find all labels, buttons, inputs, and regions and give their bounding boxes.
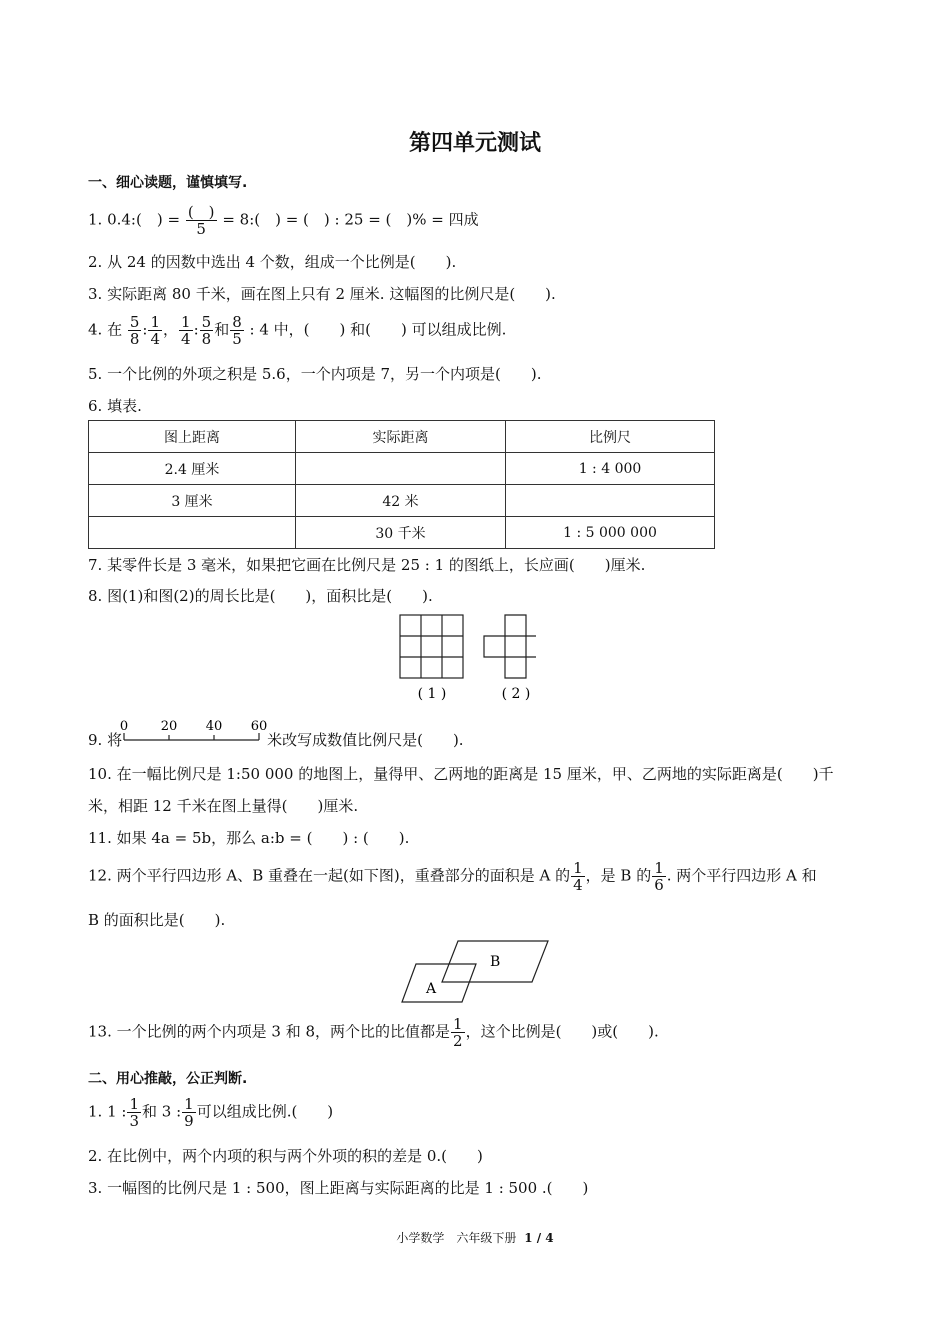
table-cell: 30 千米 [296, 517, 506, 549]
figure-2-label: ( 2 ) [501, 686, 531, 702]
question-7: 7. 某零件长是 3 毫米，如果把它画在比例尺是 25 : 1 的图纸上，长应画( )厘米. [88, 556, 646, 574]
scale-tick-label: 60 [250, 719, 268, 734]
figure-1-grid [400, 615, 463, 678]
scale-tick-label: 0 [119, 719, 129, 734]
scale-tick-label: 40 [205, 719, 223, 734]
table-cell [89, 517, 296, 549]
table-cell: 1 : 4 000 [506, 453, 715, 485]
judge-2: 2. 在比例中，两个内项的积与两个外项的积的差是 0.( ) [88, 1147, 483, 1165]
footer-subject: 小学数学 六年级下册 [396, 1231, 517, 1245]
scale-bar [124, 733, 259, 740]
question-6: 6. 填表. [88, 397, 142, 415]
parallelogram-a-label: A [426, 981, 437, 997]
scale-tick-label: 20 [160, 719, 178, 734]
question-12: 12. 两个平行四边形 A、B 重叠在一起(如下图)，重叠部分的面积是 A 的 $\frac{1}{4}$ ，是 B 的 $\frac{1}{6}$ . 两个平行四边形 A 和 [88, 859, 817, 894]
page-footer [0, 1229, 950, 1246]
parallelogram-figure [398, 936, 554, 1008]
scale-table [88, 420, 715, 549]
table-cell [506, 485, 715, 517]
figure-1-label: ( 1 ) [417, 686, 447, 702]
table-cell: 1 : 5 000 000 [506, 517, 715, 549]
line-scale [118, 718, 268, 746]
judge-1: 1. 1 : $\frac{1}{3}$ 和 3 : $\frac{1}{9}$ 可以组成比例.( ) [88, 1095, 334, 1130]
question-10-line-2: 米，相距 12 千米在图上量得( )厘米. [88, 797, 359, 815]
q1-part-b: = 8:( ) = ( ) : 25 = ( )% = 四成 [222, 210, 479, 229]
question-13: 13. 一个比例的两个内项是 3 和 8，两个比的比值都是 $\frac{1}{2}$ ，这个比例是( )或( ). [88, 1015, 659, 1050]
question-1 [88, 204, 479, 237]
question-8: 8. 图(1)和图(2)的周长比是( )，面积比是( ). [88, 587, 433, 605]
table-header: 实际距离 [296, 421, 506, 453]
table-header: 图上距离 [89, 421, 296, 453]
square-figures [396, 612, 536, 704]
table-row [89, 453, 715, 485]
table-cell [296, 453, 506, 485]
section-heading-judge: 二、用心推敲，公正判断. [88, 1071, 248, 1087]
table-header-row [89, 421, 715, 453]
table-row [89, 485, 715, 517]
question-5: 5. 一个比例的外项之积是 5.6，一个内项是 7，另一个内项是( ). [88, 365, 542, 383]
q1-fraction: $\frac{( )}{5}$ [187, 203, 215, 238]
table-header: 比例尺 [506, 421, 715, 453]
table-row [89, 517, 715, 549]
parallelogram-a [402, 964, 476, 1002]
question-12-line-2: B 的面积比是( ). [88, 911, 226, 929]
table-cell: 2.4 厘米 [89, 453, 296, 485]
table-cell: 42 米 [296, 485, 506, 517]
question-11: 11. 如果 4a = 5b，那么 a:b = ( ) : ( ). [88, 829, 410, 847]
judge-3: 3. 一幅图的比例尺是 1 : 500，图上距离与实际距离的比是 1 : 500 .( ) [88, 1179, 589, 1197]
question-2: 2. 从 24 的因数中选出 4 个数，组成一个比例是( ). [88, 253, 457, 271]
q1-part-a: 1. 0.4:( ) = [88, 210, 181, 229]
parallelogram-b-label: B [490, 954, 501, 970]
section-heading-fill-in: 一、细心读题，谨慎填写. [88, 175, 248, 191]
question-9: 9. 将 米改写成数值比例尺是( ). [88, 731, 464, 749]
footer-page-number: 1 / 4 [524, 1231, 554, 1245]
question-3: 3. 实际距离 80 千米，画在图上只有 2 厘米. 这幅图的比例尺是( ). [88, 285, 556, 303]
question-4: 4. 在 $\frac{5}{8}$ : $\frac{1}{4}$ ， $\frac{1}{4}$ : $\frac{5}{8}$ 和 $\frac{8}{5}$ : 4 中，( ) 和( ) 可以组成比例. [88, 313, 507, 348]
page-title: 第四单元测试 [408, 131, 541, 156]
table-cell: 3 厘米 [89, 485, 296, 517]
figure-2-cross [484, 615, 536, 678]
question-10-line-1: 10. 在一幅比例尺是 1:50 000 的地图上，量得甲、乙两地的距离是 15 厘米，甲、乙两地的实际距离是( )千 [88, 765, 834, 783]
